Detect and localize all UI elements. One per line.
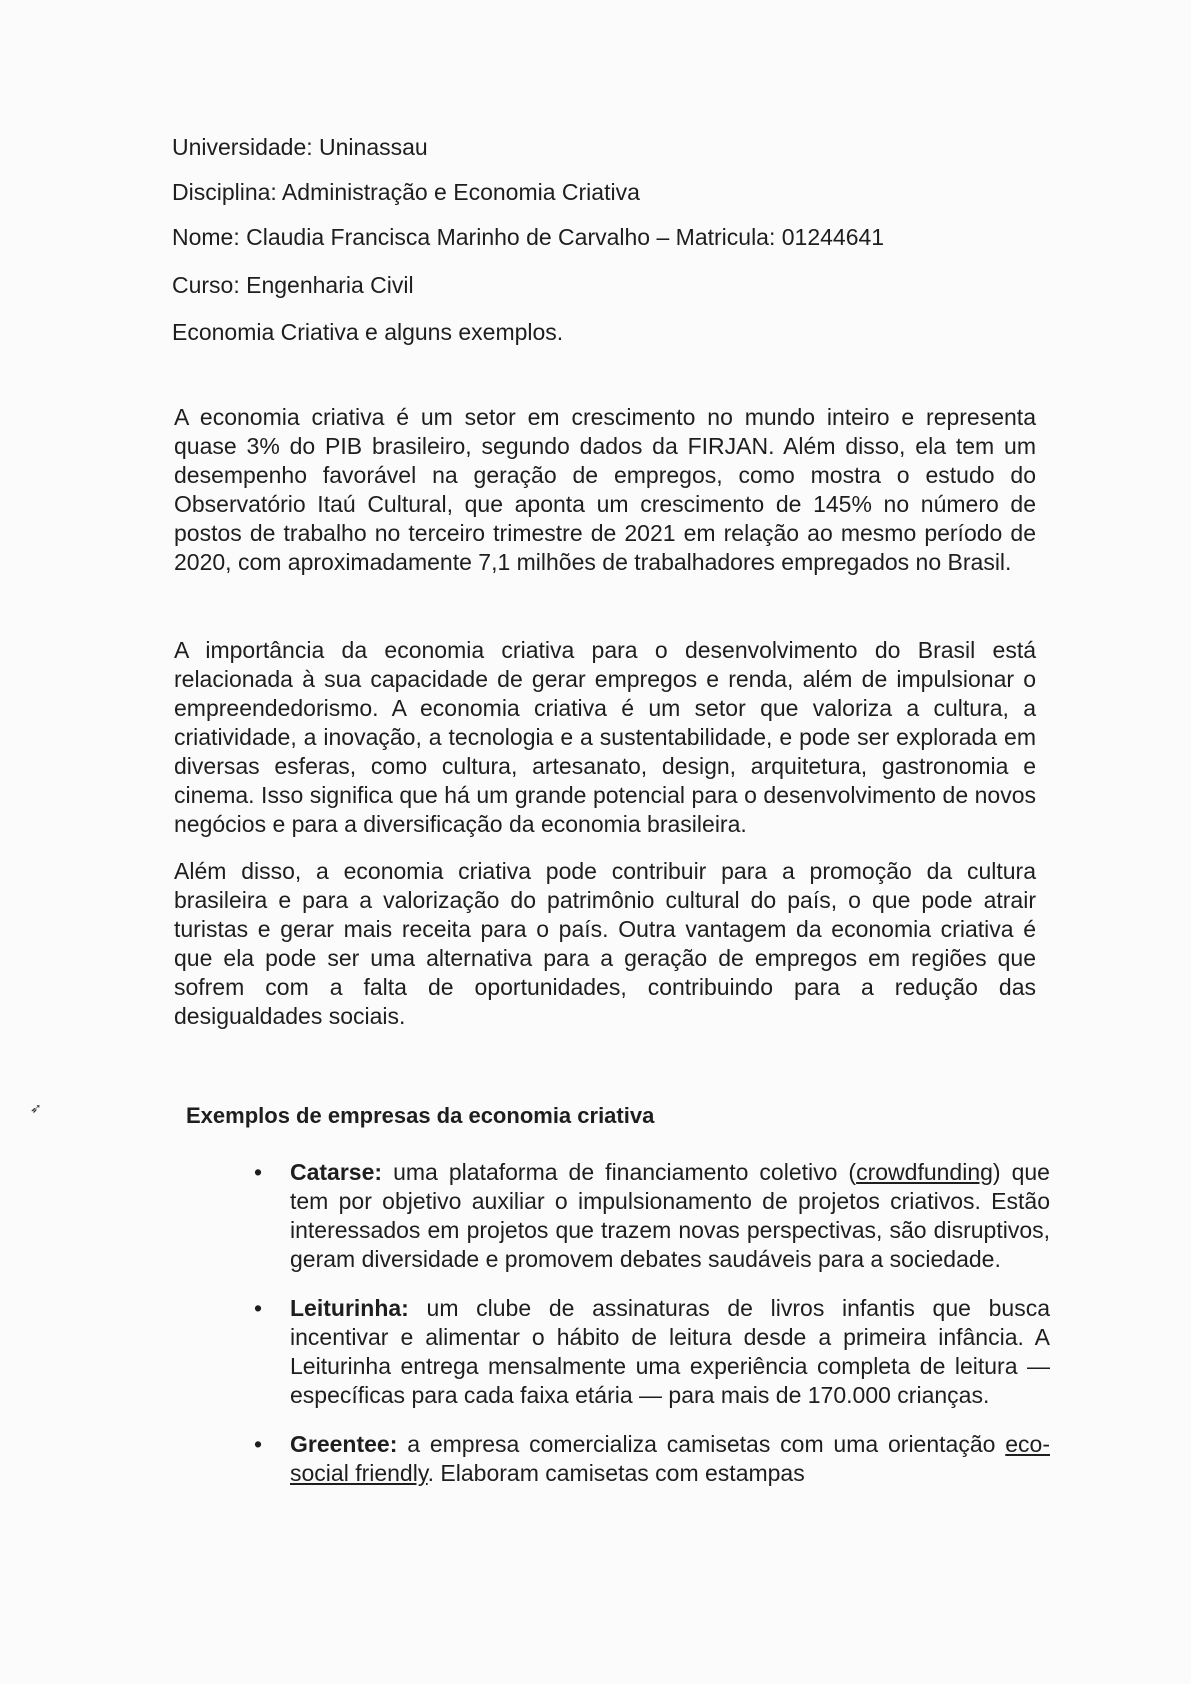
company-name: Leiturinha: <box>290 1295 409 1321</box>
discipline-line: Disciplina: Administração e Economia Criativa <box>172 179 640 205</box>
item-text: a empresa comercializa camisetas com uma orientação <box>397 1431 1006 1457</box>
examples-heading: Exemplos de empresas da economia criativa <box>186 1103 655 1128</box>
examples-list <box>254 1158 1050 1508</box>
company-name: Greentee: <box>290 1431 398 1457</box>
list-item <box>254 1430 1050 1488</box>
underlined-term: eco-social friendly <box>290 1431 1050 1486</box>
item-text: um clube de assinaturas de livros infantis que busca incentivar e alimentar o hábito de leitura desde a primeira infância. A Leiturinha entrega mensalmente uma experiência completa de leitura — específicas para cada faixa etária — para mais de 170.000 crianças. <box>290 1295 1050 1408</box>
paragraph-3: Além disso, a economia criativa pode contribuir para a promoção da cultura brasileira e para a valorização do patrimônio cultural do país, o que pode atrair turistas e gerar mais receita para o país. Outra vantagem da economia criativa é que ela pode ser uma alternativa para a geração de empregos em regiões que sofrem com a falta de oportunidades, contribuindo para a redução das desigualdades sociais. <box>174 858 1036 1029</box>
item-text: ) que tem por objetivo auxiliar o impulsionamento de projetos criativos. Estão interessados em projetos que trazem novas perspectivas, são disruptivos, geram diversidade e promovem debates saudáveis para a sociedade. <box>290 1159 1050 1272</box>
item-text: . Elaboram camisetas com estampas <box>427 1460 805 1486</box>
list-item <box>254 1294 1050 1410</box>
list-item <box>254 1158 1050 1274</box>
course-line: Curso: Engenharia Civil <box>172 272 414 298</box>
paragraph-2: A importância da economia criativa para o desenvolvimento do Brasil está relacionada à sua capacidade de gerar empregos e renda, além de impulsionar o empreendedorismo. A economia criativa é um setor que valoriza a cultura, a criatividade, a inovação, a tecnologia e a sustentabilidade, e pode ser explorada em diversas esferas, como cultura, artesanato, design, arquitetura, gastronomia e cinema. Isso significa que há um grande potencial para o desenvolvimento de novos negócios e para a diversificação da economia brasileira. <box>174 637 1036 837</box>
student-name-line: Nome: Claudia Francisca Marinho de Carvalho – Matricula: 01244641 <box>172 224 885 250</box>
bullet-icon: • <box>254 1431 263 1457</box>
item-text: uma plataforma de financiamento coletivo ( <box>382 1159 857 1185</box>
document-title: Economia Criativa e alguns exemplos. <box>172 319 564 345</box>
bullet-icon: • <box>254 1159 263 1185</box>
university-line: Universidade: Uninassau <box>172 134 428 160</box>
scan-mark-icon: ➶ <box>30 1100 42 1116</box>
paragraph-1: A economia criativa é um setor em crescimento no mundo inteiro e representa quase 3% do PIB brasileiro, segundo dados da FIRJAN. Além disso, ela tem um desempenho favorável na geração de empregos, como mostra o estudo do Observatório Itaú Cultural, que aponta um crescimento de 145% no número de postos de trabalho no terceiro trimestre de 2021 em relação ao mesmo período de 2020, com aproximadamente 7,1 milhões de trabalhadores empregados no Brasil. <box>174 404 1036 575</box>
company-name: Catarse: <box>290 1159 383 1185</box>
bullet-icon: • <box>254 1295 263 1321</box>
underlined-term: crowdfunding <box>856 1159 993 1185</box>
